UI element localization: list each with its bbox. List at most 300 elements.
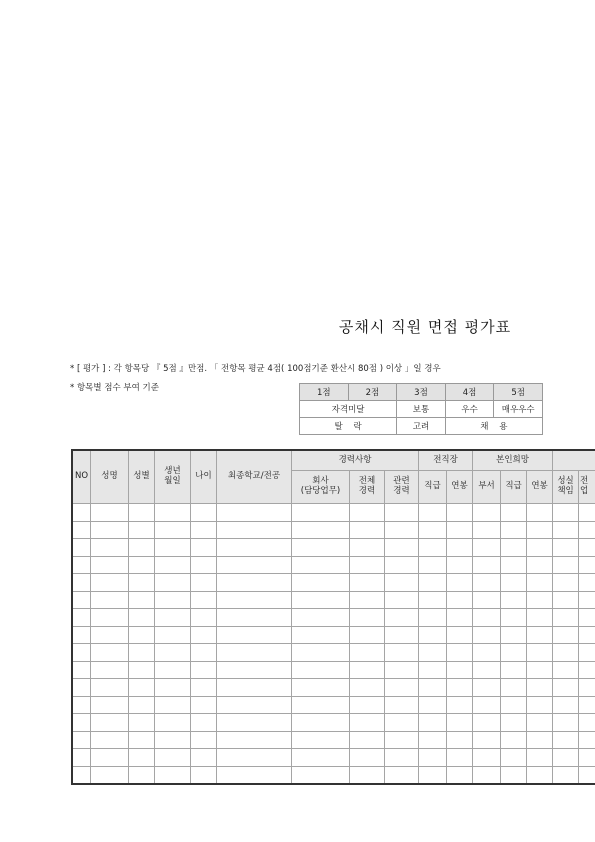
table-cell[interactable] bbox=[350, 661, 385, 679]
table-cell[interactable] bbox=[73, 749, 91, 767]
table-cell[interactable] bbox=[129, 626, 155, 644]
table-cell[interactable] bbox=[385, 766, 419, 784]
table-cell[interactable] bbox=[501, 626, 527, 644]
table-cell[interactable] bbox=[447, 574, 473, 592]
table-row bbox=[73, 609, 595, 627]
table-cell[interactable] bbox=[217, 731, 292, 749]
table-cell[interactable] bbox=[73, 591, 91, 609]
table-cell[interactable] bbox=[473, 591, 501, 609]
table-row bbox=[73, 539, 595, 557]
table-cell[interactable] bbox=[473, 696, 501, 714]
table-cell[interactable] bbox=[553, 714, 579, 732]
table-cell[interactable] bbox=[447, 504, 473, 522]
table-cell[interactable] bbox=[155, 731, 191, 749]
table-cell[interactable] bbox=[292, 766, 350, 784]
table-cell[interactable] bbox=[553, 574, 579, 592]
legend-decision-reject: 탈 락 bbox=[300, 418, 397, 435]
table-cell[interactable] bbox=[73, 504, 91, 522]
table-cell[interactable] bbox=[155, 749, 191, 767]
table-cell[interactable] bbox=[385, 749, 419, 767]
legend-score-2: 2점 bbox=[348, 384, 397, 401]
table-cell[interactable] bbox=[385, 714, 419, 732]
table-cell[interactable] bbox=[129, 556, 155, 574]
table-cell[interactable] bbox=[129, 661, 155, 679]
table-cell[interactable] bbox=[91, 504, 129, 522]
table-cell[interactable] bbox=[501, 714, 527, 732]
table-cell[interactable] bbox=[91, 626, 129, 644]
table-cell[interactable] bbox=[350, 731, 385, 749]
table-cell[interactable] bbox=[129, 504, 155, 522]
header-career-group: 경력사항 bbox=[292, 451, 419, 471]
table-row bbox=[73, 574, 595, 592]
table-cell[interactable] bbox=[447, 591, 473, 609]
table-cell[interactable] bbox=[527, 556, 553, 574]
table-cell[interactable] bbox=[473, 609, 501, 627]
table-row bbox=[73, 626, 595, 644]
table-cell[interactable] bbox=[292, 556, 350, 574]
table-cell[interactable] bbox=[419, 609, 447, 627]
table-cell[interactable] bbox=[527, 679, 553, 697]
table-cell[interactable] bbox=[385, 504, 419, 522]
table-row bbox=[73, 504, 595, 522]
table-cell[interactable] bbox=[553, 696, 579, 714]
table-cell[interactable] bbox=[473, 714, 501, 732]
table-cell[interactable] bbox=[350, 504, 385, 522]
header-prev-job-group: 전직장 bbox=[419, 451, 473, 471]
table-cell[interactable] bbox=[155, 766, 191, 784]
table-cell[interactable] bbox=[527, 609, 553, 627]
table-row bbox=[73, 766, 595, 784]
table-cell[interactable] bbox=[501, 644, 527, 662]
table-cell[interactable] bbox=[447, 766, 473, 784]
table-cell[interactable] bbox=[217, 696, 292, 714]
table-cell[interactable] bbox=[579, 574, 595, 592]
table-cell[interactable] bbox=[579, 556, 595, 574]
table-cell[interactable] bbox=[473, 626, 501, 644]
table-cell[interactable] bbox=[217, 749, 292, 767]
table-cell[interactable] bbox=[553, 591, 579, 609]
table-row bbox=[73, 644, 595, 662]
table-cell[interactable] bbox=[419, 521, 447, 539]
table-cell[interactable] bbox=[419, 749, 447, 767]
table-cell[interactable] bbox=[447, 609, 473, 627]
table-cell[interactable] bbox=[553, 731, 579, 749]
table-cell[interactable] bbox=[385, 679, 419, 697]
table-cell[interactable] bbox=[91, 609, 129, 627]
header-no: NO bbox=[73, 451, 91, 504]
table-cell[interactable] bbox=[385, 609, 419, 627]
table-cell[interactable] bbox=[129, 591, 155, 609]
table-cell[interactable] bbox=[527, 644, 553, 662]
table-cell[interactable] bbox=[473, 644, 501, 662]
table-cell[interactable] bbox=[385, 521, 419, 539]
table-cell[interactable] bbox=[553, 609, 579, 627]
table-cell[interactable] bbox=[91, 749, 129, 767]
scoring-criteria-note: * 항목별 점수 부여 기준 bbox=[70, 383, 159, 393]
table-cell[interactable] bbox=[419, 766, 447, 784]
table-cell[interactable] bbox=[579, 521, 595, 539]
table-cell[interactable] bbox=[217, 504, 292, 522]
table-cell[interactable] bbox=[579, 749, 595, 767]
table-cell[interactable] bbox=[129, 679, 155, 697]
table-cell[interactable] bbox=[191, 696, 217, 714]
table-cell[interactable] bbox=[91, 696, 129, 714]
table-cell[interactable] bbox=[292, 731, 350, 749]
table-cell[interactable] bbox=[155, 714, 191, 732]
table-cell[interactable] bbox=[217, 679, 292, 697]
table-cell[interactable] bbox=[292, 504, 350, 522]
table-cell[interactable] bbox=[217, 591, 292, 609]
evaluation-note: * [ 평가 ] : 각 항목당 『 5점 』만점. 「 전항목 평균 4점( 100점기준 환산시 80점 ) 이상 」일 경우 bbox=[70, 364, 441, 374]
table-cell[interactable] bbox=[473, 504, 501, 522]
table-row bbox=[73, 556, 595, 574]
table-cell[interactable] bbox=[292, 591, 350, 609]
table-cell[interactable] bbox=[447, 714, 473, 732]
table-cell[interactable] bbox=[217, 556, 292, 574]
table-cell[interactable] bbox=[73, 609, 91, 627]
header-eval-sincerity: 성실 책임 bbox=[553, 471, 579, 504]
table-cell[interactable] bbox=[350, 679, 385, 697]
table-cell[interactable] bbox=[191, 521, 217, 539]
table-cell[interactable] bbox=[501, 679, 527, 697]
table-cell[interactable] bbox=[129, 714, 155, 732]
header-hope-rank: 직급 bbox=[501, 471, 527, 504]
table-cell[interactable] bbox=[527, 504, 553, 522]
table-cell[interactable] bbox=[91, 714, 129, 732]
table-cell[interactable] bbox=[527, 539, 553, 557]
table-cell[interactable] bbox=[553, 661, 579, 679]
header-prev-salary: 연봉 bbox=[447, 471, 473, 504]
table-cell[interactable] bbox=[129, 644, 155, 662]
table-cell[interactable] bbox=[191, 731, 217, 749]
legend-score-3: 3점 bbox=[397, 384, 446, 401]
table-row bbox=[73, 661, 595, 679]
table-cell[interactable] bbox=[292, 679, 350, 697]
table-cell[interactable] bbox=[473, 539, 501, 557]
table-cell[interactable] bbox=[91, 574, 129, 592]
table-cell[interactable] bbox=[129, 731, 155, 749]
table-cell[interactable] bbox=[579, 644, 595, 662]
table-cell[interactable] bbox=[527, 766, 553, 784]
header-hope-group: 본인희망 bbox=[473, 451, 553, 471]
table-cell[interactable] bbox=[501, 609, 527, 627]
table-cell[interactable] bbox=[350, 714, 385, 732]
score-legend-table bbox=[299, 383, 543, 435]
table-cell[interactable] bbox=[579, 609, 595, 627]
table-cell[interactable] bbox=[350, 556, 385, 574]
table-cell[interactable] bbox=[217, 714, 292, 732]
table-cell[interactable] bbox=[73, 696, 91, 714]
legend-level-good: 우수 bbox=[445, 401, 494, 418]
table-cell[interactable] bbox=[73, 661, 91, 679]
table-row bbox=[73, 591, 595, 609]
header-school: 최종학교/전공 bbox=[217, 451, 292, 504]
legend-decision-hire: 채 용 bbox=[445, 418, 542, 435]
header-birth: 생년 월일 bbox=[155, 451, 191, 504]
table-cell[interactable] bbox=[419, 574, 447, 592]
table-cell[interactable] bbox=[447, 731, 473, 749]
table-cell[interactable] bbox=[217, 521, 292, 539]
table-cell[interactable] bbox=[501, 574, 527, 592]
table-cell[interactable] bbox=[350, 521, 385, 539]
table-cell[interactable] bbox=[419, 644, 447, 662]
table-cell[interactable] bbox=[191, 574, 217, 592]
table-cell[interactable] bbox=[191, 679, 217, 697]
table-cell[interactable] bbox=[91, 539, 129, 557]
table-cell[interactable] bbox=[553, 521, 579, 539]
table-cell[interactable] bbox=[385, 574, 419, 592]
table-cell[interactable] bbox=[292, 696, 350, 714]
table-cell[interactable] bbox=[527, 574, 553, 592]
table-cell[interactable] bbox=[447, 749, 473, 767]
table-cell[interactable] bbox=[419, 626, 447, 644]
table-cell[interactable] bbox=[385, 696, 419, 714]
table-cell[interactable] bbox=[217, 609, 292, 627]
table-cell[interactable] bbox=[191, 504, 217, 522]
table-frame-top bbox=[71, 449, 595, 451]
table-cell[interactable] bbox=[155, 696, 191, 714]
table-cell[interactable] bbox=[501, 696, 527, 714]
table-cell[interactable] bbox=[73, 679, 91, 697]
table-cell[interactable] bbox=[447, 556, 473, 574]
table-cell[interactable] bbox=[553, 504, 579, 522]
table-cell[interactable] bbox=[217, 539, 292, 557]
table-cell[interactable] bbox=[191, 644, 217, 662]
table-cell[interactable] bbox=[292, 714, 350, 732]
table-cell[interactable] bbox=[527, 626, 553, 644]
table-cell[interactable] bbox=[350, 626, 385, 644]
table-cell[interactable] bbox=[292, 749, 350, 767]
table-cell[interactable] bbox=[217, 644, 292, 662]
table-cell[interactable] bbox=[91, 644, 129, 662]
table-cell[interactable] bbox=[579, 679, 595, 697]
table-cell[interactable] bbox=[292, 644, 350, 662]
table-cell[interactable] bbox=[501, 521, 527, 539]
table-cell[interactable] bbox=[553, 679, 579, 697]
table-cell[interactable] bbox=[447, 644, 473, 662]
table-cell[interactable] bbox=[419, 504, 447, 522]
table-cell[interactable] bbox=[73, 556, 91, 574]
table-cell[interactable] bbox=[191, 714, 217, 732]
table-cell[interactable] bbox=[579, 626, 595, 644]
table-cell[interactable] bbox=[155, 591, 191, 609]
table-cell[interactable] bbox=[419, 731, 447, 749]
table-cell[interactable] bbox=[91, 661, 129, 679]
table-cell[interactable] bbox=[501, 556, 527, 574]
table-cell[interactable] bbox=[527, 696, 553, 714]
table-row bbox=[73, 714, 595, 732]
table-cell[interactable] bbox=[217, 574, 292, 592]
table-cell[interactable] bbox=[419, 696, 447, 714]
table-row bbox=[73, 521, 595, 539]
table-cell[interactable] bbox=[129, 521, 155, 539]
table-cell[interactable] bbox=[579, 731, 595, 749]
table-cell[interactable] bbox=[350, 644, 385, 662]
table-cell[interactable] bbox=[579, 696, 595, 714]
table-cell[interactable] bbox=[579, 504, 595, 522]
table-cell[interactable] bbox=[501, 661, 527, 679]
table-cell[interactable] bbox=[385, 626, 419, 644]
table-cell[interactable] bbox=[527, 749, 553, 767]
table-cell[interactable] bbox=[73, 644, 91, 662]
table-cell[interactable] bbox=[155, 626, 191, 644]
table-cell[interactable] bbox=[501, 504, 527, 522]
table-cell[interactable] bbox=[350, 609, 385, 627]
table-cell[interactable] bbox=[579, 766, 595, 784]
table-cell[interactable] bbox=[350, 749, 385, 767]
table-cell[interactable] bbox=[350, 696, 385, 714]
table-cell[interactable] bbox=[473, 521, 501, 539]
table-cell[interactable] bbox=[217, 661, 292, 679]
table-cell[interactable] bbox=[447, 626, 473, 644]
table-cell[interactable] bbox=[385, 539, 419, 557]
table-cell[interactable] bbox=[155, 661, 191, 679]
table-cell[interactable] bbox=[155, 504, 191, 522]
table-cell[interactable] bbox=[155, 521, 191, 539]
legend-level-row bbox=[300, 401, 543, 418]
table-row bbox=[73, 731, 595, 749]
table-cell[interactable] bbox=[350, 574, 385, 592]
table-cell[interactable] bbox=[155, 556, 191, 574]
table-cell[interactable] bbox=[73, 574, 91, 592]
table-cell[interactable] bbox=[553, 626, 579, 644]
table-cell[interactable] bbox=[91, 679, 129, 697]
table-cell[interactable] bbox=[419, 539, 447, 557]
table-cell[interactable] bbox=[350, 766, 385, 784]
legend-score-row bbox=[300, 384, 543, 401]
table-cell[interactable] bbox=[385, 731, 419, 749]
table-cell[interactable] bbox=[473, 661, 501, 679]
table-cell[interactable] bbox=[553, 539, 579, 557]
table-cell[interactable] bbox=[527, 521, 553, 539]
table-cell[interactable] bbox=[73, 731, 91, 749]
table-cell[interactable] bbox=[292, 574, 350, 592]
table-cell[interactable] bbox=[447, 521, 473, 539]
table-cell[interactable] bbox=[73, 714, 91, 732]
legend-score-1: 1점 bbox=[300, 384, 349, 401]
table-cell[interactable] bbox=[292, 539, 350, 557]
table-cell[interactable] bbox=[385, 556, 419, 574]
table-cell[interactable] bbox=[473, 766, 501, 784]
table-cell[interactable] bbox=[447, 696, 473, 714]
table-cell[interactable] bbox=[350, 539, 385, 557]
table-cell[interactable] bbox=[73, 626, 91, 644]
table-cell[interactable] bbox=[217, 766, 292, 784]
table-cell[interactable] bbox=[553, 766, 579, 784]
table-cell[interactable] bbox=[473, 574, 501, 592]
table-cell[interactable] bbox=[191, 591, 217, 609]
table-cell[interactable] bbox=[73, 766, 91, 784]
table-cell[interactable] bbox=[129, 574, 155, 592]
table-cell[interactable] bbox=[501, 591, 527, 609]
table-cell[interactable] bbox=[385, 661, 419, 679]
table-cell[interactable] bbox=[527, 661, 553, 679]
table-cell[interactable] bbox=[191, 539, 217, 557]
table-cell[interactable] bbox=[501, 731, 527, 749]
table-cell[interactable] bbox=[501, 766, 527, 784]
table-cell[interactable] bbox=[527, 591, 553, 609]
table-cell[interactable] bbox=[350, 591, 385, 609]
table-cell[interactable] bbox=[217, 626, 292, 644]
table-frame-left bbox=[71, 450, 73, 784]
legend-decision-consider: 고려 bbox=[397, 418, 446, 435]
table-cell[interactable] bbox=[191, 556, 217, 574]
legend-score-4: 4점 bbox=[445, 384, 494, 401]
table-cell[interactable] bbox=[73, 539, 91, 557]
table-cell[interactable] bbox=[91, 556, 129, 574]
table-cell[interactable] bbox=[553, 556, 579, 574]
table-cell[interactable] bbox=[155, 539, 191, 557]
table-cell[interactable] bbox=[91, 591, 129, 609]
table-cell[interactable] bbox=[129, 539, 155, 557]
table-cell[interactable] bbox=[579, 661, 595, 679]
table-cell[interactable] bbox=[419, 661, 447, 679]
table-cell[interactable] bbox=[191, 661, 217, 679]
table-cell[interactable] bbox=[501, 539, 527, 557]
table-cell[interactable] bbox=[191, 626, 217, 644]
table-cell[interactable] bbox=[155, 574, 191, 592]
table-cell[interactable] bbox=[129, 749, 155, 767]
table-cell[interactable] bbox=[473, 679, 501, 697]
table-cell[interactable] bbox=[292, 609, 350, 627]
table-cell[interactable] bbox=[292, 661, 350, 679]
table-cell[interactable] bbox=[447, 539, 473, 557]
table-cell[interactable] bbox=[419, 591, 447, 609]
table-cell[interactable] bbox=[553, 749, 579, 767]
table-row bbox=[73, 749, 595, 767]
table-cell[interactable] bbox=[473, 731, 501, 749]
table-cell[interactable] bbox=[447, 661, 473, 679]
legend-decision-row bbox=[300, 418, 543, 435]
table-cell[interactable] bbox=[527, 731, 553, 749]
table-cell[interactable] bbox=[419, 714, 447, 732]
table-cell[interactable] bbox=[579, 539, 595, 557]
table-cell[interactable] bbox=[447, 679, 473, 697]
table-cell[interactable] bbox=[385, 591, 419, 609]
legend-score-5: 5점 bbox=[494, 384, 543, 401]
table-cell[interactable] bbox=[292, 626, 350, 644]
table-row bbox=[73, 696, 595, 714]
table-cell[interactable] bbox=[129, 609, 155, 627]
table-cell[interactable] bbox=[155, 609, 191, 627]
table-cell[interactable] bbox=[91, 521, 129, 539]
table-cell[interactable] bbox=[385, 644, 419, 662]
header-career-company: 회사 (담당업무) bbox=[292, 471, 350, 504]
table-cell[interactable] bbox=[191, 766, 217, 784]
table-cell[interactable] bbox=[155, 644, 191, 662]
table-cell[interactable] bbox=[419, 679, 447, 697]
table-cell[interactable] bbox=[129, 766, 155, 784]
table-cell[interactable] bbox=[292, 521, 350, 539]
table-cell[interactable] bbox=[473, 749, 501, 767]
table-cell[interactable] bbox=[579, 714, 595, 732]
header-hope-dept: 부서 bbox=[473, 471, 501, 504]
table-cell[interactable] bbox=[191, 609, 217, 627]
table-cell[interactable] bbox=[473, 556, 501, 574]
table-cell[interactable] bbox=[191, 749, 217, 767]
table-cell[interactable] bbox=[553, 644, 579, 662]
table-frame-bottom bbox=[71, 783, 595, 785]
table-cell[interactable] bbox=[129, 696, 155, 714]
table-cell[interactable] bbox=[501, 749, 527, 767]
table-cell[interactable] bbox=[579, 591, 595, 609]
table-cell[interactable] bbox=[73, 521, 91, 539]
table-cell[interactable] bbox=[155, 679, 191, 697]
table-cell[interactable] bbox=[527, 714, 553, 732]
table-cell[interactable] bbox=[91, 766, 129, 784]
table-cell[interactable] bbox=[419, 556, 447, 574]
table-cell[interactable] bbox=[91, 731, 129, 749]
